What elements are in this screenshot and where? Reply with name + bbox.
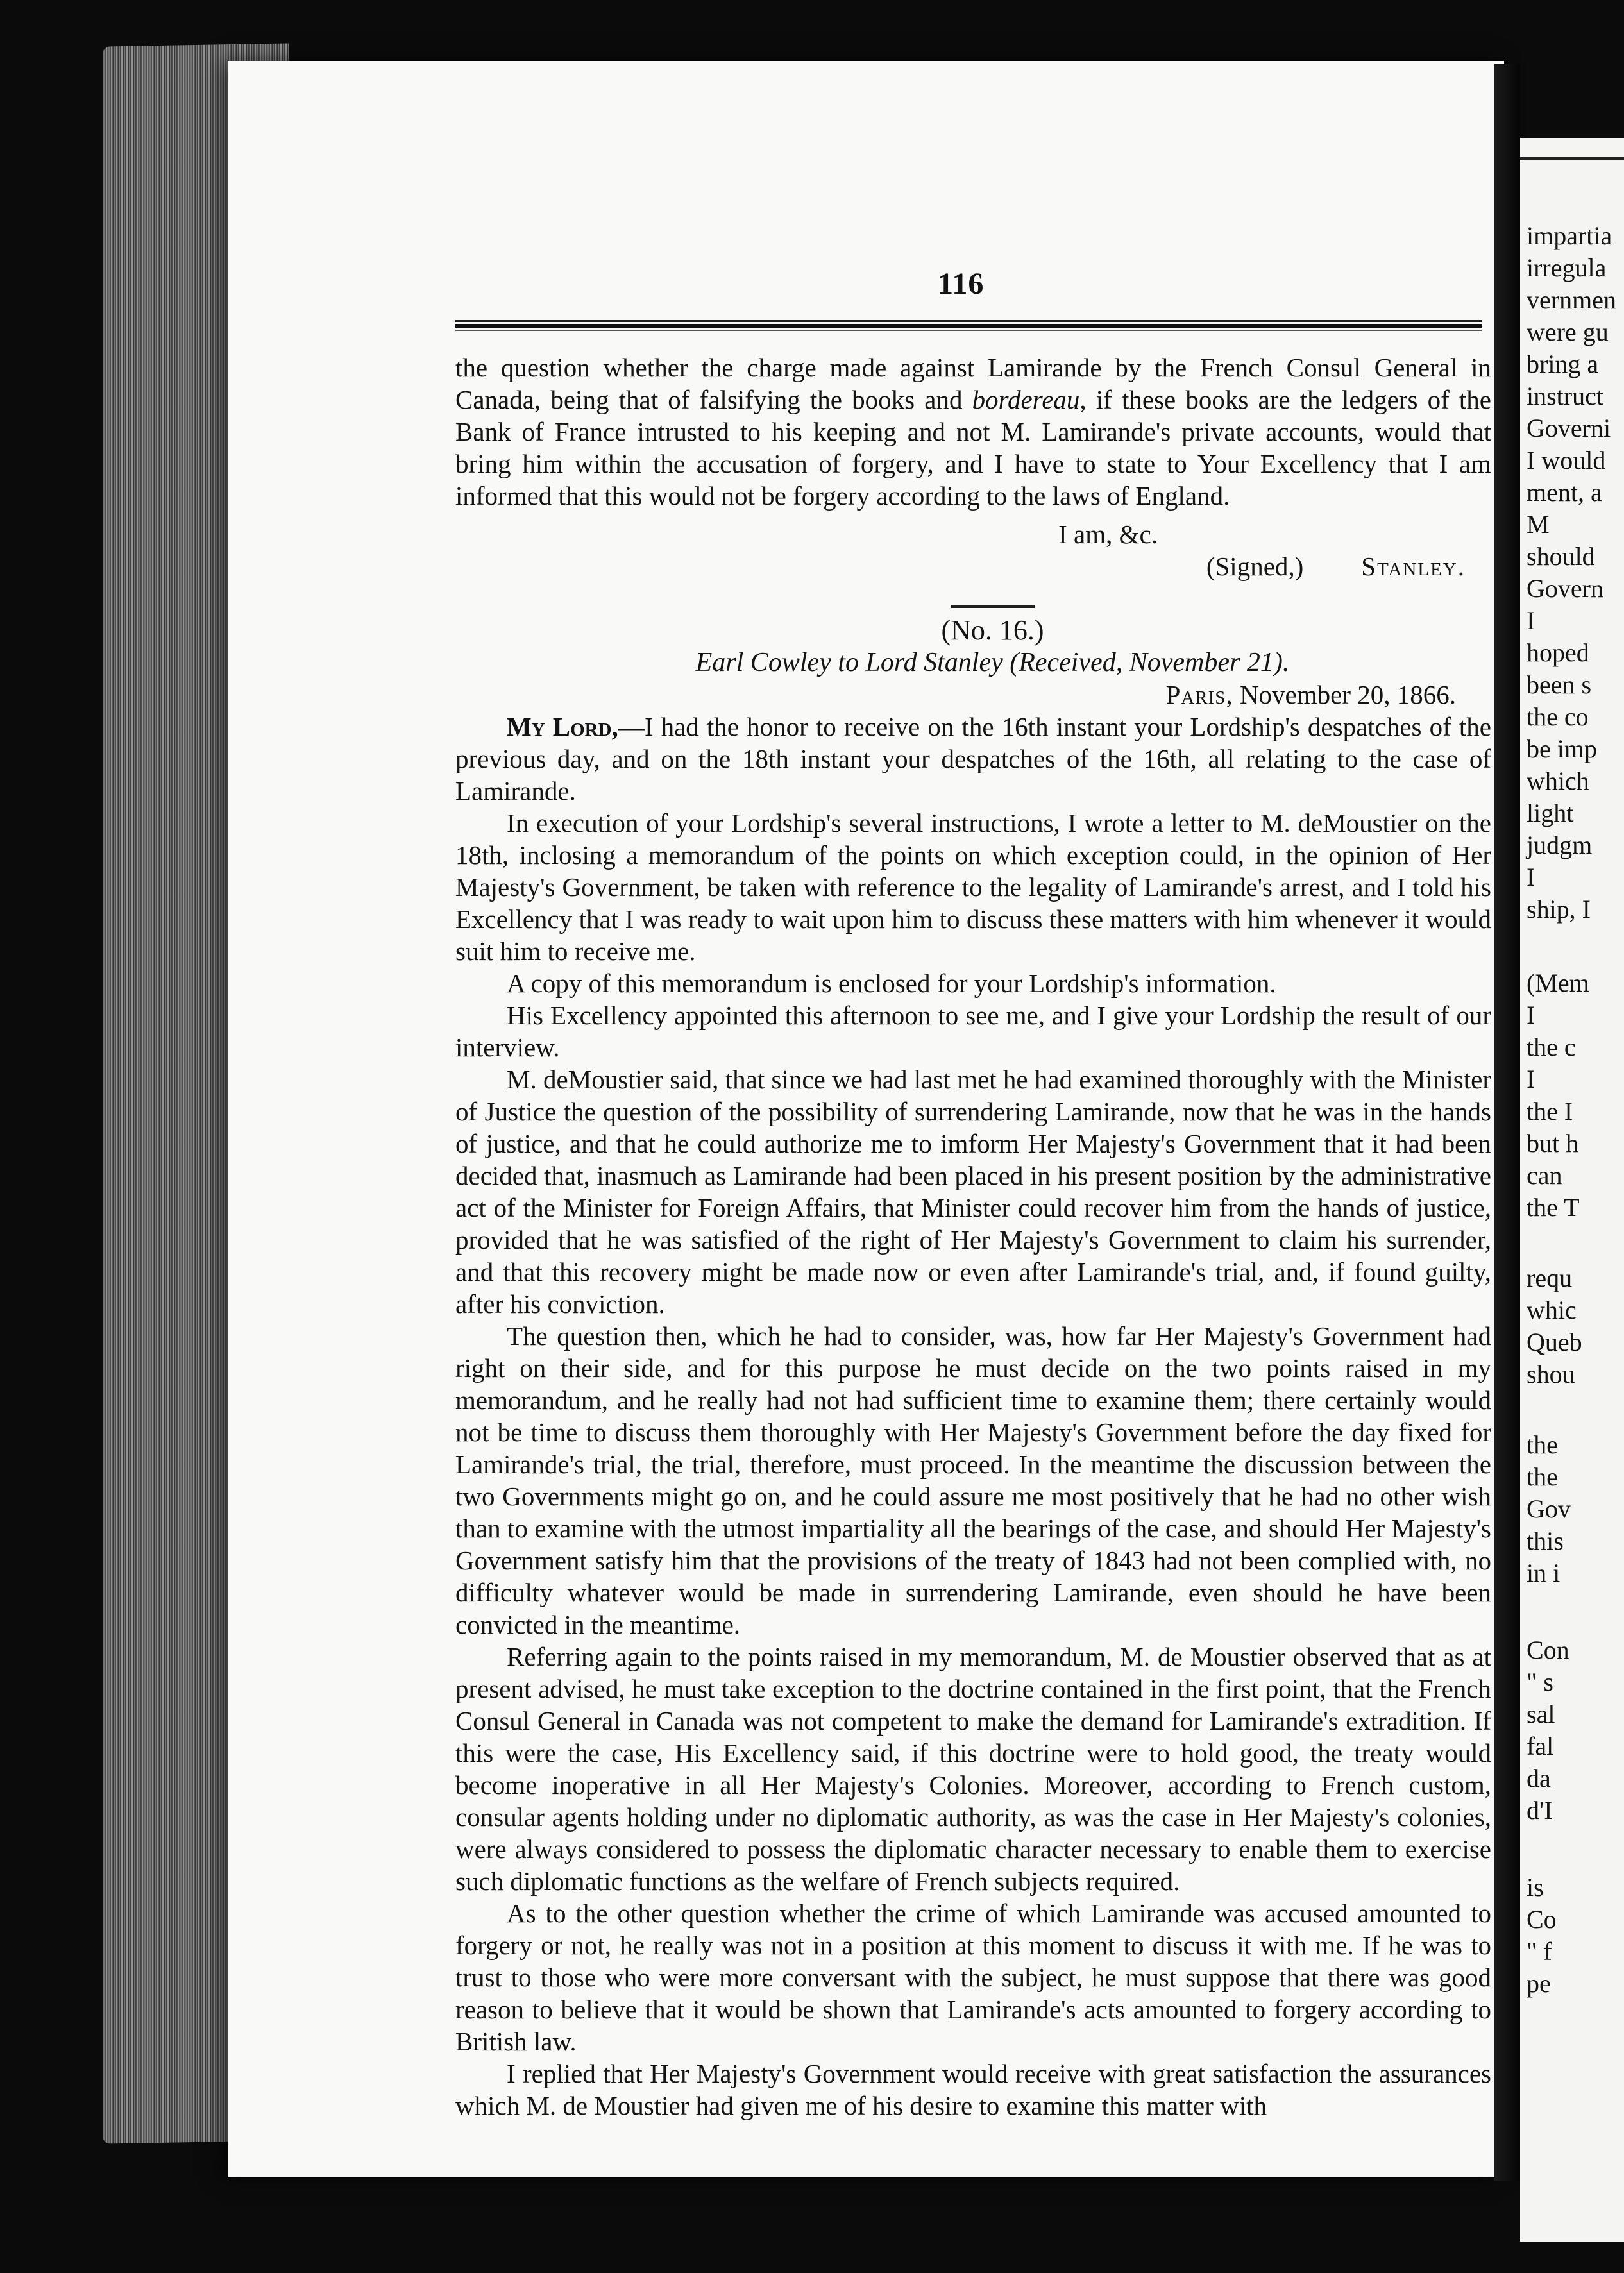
facing-line-fragment: M <box>1527 510 1550 539</box>
facing-line-fragment: da <box>1527 1764 1551 1793</box>
dateline <box>455 679 1491 711</box>
paragraph-5: M. deMoustier said, that since we had last met he had examined thoroughly with the Minister of Justice the question of the possibility of surrendering Lamirande, now that he was in the hands of justice, and that he could authorize me to imform Her Majesty's Government that it had been decided that, inasmuch as Lamirande had been placed in his present position by the administrative act of the Minister for Foreign Affairs, that Minister could recover him from the hands of justice, provided that he was satisfied of the right of Her Majesty's Government to claim his surrender, and that this recovery might be made now or even after Lamirande's trial, and, if found guilty, after his conviction. <box>455 1065 1491 1319</box>
facing-line-fragment: judgm <box>1527 831 1593 859</box>
facing-line-fragment: irregula <box>1527 253 1607 282</box>
paragraph-text: —I had the honor to receive on the 16th instant your Lordship's despatches of the previous day, and on the 18th instant your despatches of the 16th, all relating to the case of Lamirande. <box>455 712 1491 806</box>
facing-line-fragment: pe <box>1527 1969 1551 1998</box>
facing-line-fragment: can <box>1527 1161 1562 1190</box>
facing-line-fragment: should <box>1527 542 1595 571</box>
facing-line-fragment: Govern <box>1527 574 1603 603</box>
dateline-date: November 20, 1866. <box>1239 680 1456 709</box>
paragraph-4: His Excellency appointed this afternoon to see me, and I give your Lordship the result of our interview. <box>455 1001 1491 1062</box>
facing-line-fragment: fal <box>1527 1732 1554 1761</box>
facing-line-fragment: ship, I <box>1527 895 1591 924</box>
continued-paragraph <box>455 351 1491 512</box>
paragraph-2: In execution of your Lordship's several instructions, I wrote a letter to M. deMoustier on the 18th, inclosing a memorandum of the points on which exception could, in the opinion of Her Majesty's Government, be taken with reference to the legality of Lamirande's arrest, and I told his Excellency that I was ready to wait upon him to discuss these matters with him whenever it would suit him to receive me. <box>455 808 1491 966</box>
facing-line-fragment: were gu <box>1527 317 1609 346</box>
facing-line-fragment: been s <box>1527 670 1592 699</box>
facing-line-fragment: shou <box>1527 1360 1575 1389</box>
facing-line-fragment: the <box>1527 1430 1558 1459</box>
facing-line-fragment: bring a <box>1527 350 1599 378</box>
facing-header-rule <box>1520 157 1624 160</box>
facing-line-fragment: impartia <box>1527 221 1612 250</box>
facing-line-fragment: vernmen <box>1527 285 1616 314</box>
facing-line-fragment: d'I <box>1527 1796 1553 1825</box>
closing-phrase: I am, &c. <box>1058 520 1158 549</box>
facing-line-fragment: whic <box>1527 1296 1577 1324</box>
facing-line-fragment: I <box>1527 606 1535 635</box>
paragraph-1 <box>455 711 1491 807</box>
facing-line-fragment: is <box>1527 1873 1544 1902</box>
facing-line-fragment: Co <box>1527 1905 1557 1934</box>
facing-line-fragment: be imp <box>1527 734 1597 763</box>
signed-label: (Signed,) <box>1206 552 1304 581</box>
facing-line-fragment: in i <box>1527 1559 1561 1587</box>
paragraph-7: Referring again to the points raised in my memorandum, M. de Moustier observed that as at present advised, he must take exception to the doctrine contained in the first point, that the French Consul General in Canada was not competent to make the demand for Lamirande's extradition. If this were the case, His Excellency said, if this doctrine were to hold good, the treaty would become inoperative in all Her Majesty's Colonies. Moreover, according to French custom, consular agents holding under no diplomatic authority, as was the case in Her Majesty's colonies, were always considered to possess the diplomatic character necessary to enable them to exercise such diplomatic functions as the welfare of French subjects required. <box>455 1642 1491 1896</box>
page-body <box>455 351 1491 2122</box>
signature: Stanley. <box>1361 552 1466 581</box>
facing-line-fragment: requ <box>1527 1263 1573 1292</box>
header-rule <box>455 319 1482 333</box>
facing-line-fragment: which <box>1527 766 1589 795</box>
section-divider <box>951 605 1035 608</box>
letter-closing <box>455 518 1491 582</box>
page-number: 116 <box>938 267 985 301</box>
facing-line-fragment: Governi <box>1527 414 1611 443</box>
paragraph-6: The question then, which he had to consider, was, how far Her Majesty's Government had right on their side, and for this purpose he must decide on the two points raised in my memorandum, and he really had not had sufficient time to examine them; there certainly would not be time to discuss them thoroughly with Her Majesty's Government before the day fixed for Lamirande's trial, the trial, therefore, must proceed. In the meantime the discussion between the two Governments might go on, and he could assure me most positively that he had no other wish than to examine with the utmost impartiality all the bearings of the case, and should Her Majesty's Government satisfy him that the provisions of the treaty of 1843 had not been complied with, no difficulty whatever would be made in surrendering Lamirande, even should he have been convicted in the meantime. <box>455 1321 1491 1639</box>
facing-line-fragment: I would <box>1527 446 1606 475</box>
facing-line-fragment: Gov <box>1527 1494 1571 1523</box>
facing-line-fragment: I <box>1527 1065 1535 1094</box>
letter-title: Earl Cowley to Lord Stanley (Received, November 21). <box>695 648 1290 677</box>
facing-line-fragment: I <box>1527 1001 1535 1029</box>
letter-number: (No. 16.) <box>941 614 1044 646</box>
continued-text: , if these books are the ledgers of the Bank of France intrusted to his keeping and not M. Lamirande's private accounts, would that bring him within the accusation of forgery, and I have to state to Your Excellency that I am informed that this would not be forgery according to the laws of England. <box>455 385 1491 511</box>
facing-line-fragment: the c <box>1527 1033 1576 1061</box>
facing-line-fragment: but h <box>1527 1129 1579 1158</box>
facing-line-fragment: I <box>1527 863 1535 891</box>
facing-line-fragment: the I <box>1527 1097 1573 1126</box>
italic-term: bordereau <box>972 385 1080 414</box>
facing-line-fragment: sal <box>1527 1700 1555 1728</box>
facing-line-fragment: the co <box>1527 702 1589 731</box>
facing-line-fragment: this <box>1527 1526 1564 1555</box>
paragraph-3: A copy of this memorandum is enclosed for your Lordship's information. <box>507 968 1276 998</box>
facing-page <box>1520 138 1624 2242</box>
book-gutter <box>1494 64 1520 2181</box>
facing-line-fragment: ment, a <box>1527 478 1602 507</box>
facing-line-fragment: instruct <box>1527 382 1603 410</box>
facing-line-fragment: (Mem <box>1527 968 1589 997</box>
salutation: My Lord, <box>507 712 618 741</box>
facing-line-fragment: hoped <box>1527 638 1589 667</box>
continued-text: the question whether the charge made against Lamirande by the French Consul General in Canada, being that of falsifying the books and <box>455 353 1491 414</box>
facing-line-fragment: the <box>1527 1462 1558 1491</box>
paragraph-9: I replied that Her Majesty's Government would receive with great satisfaction the assurances which M. de Moustier had given me of his desire to examine this matter with <box>455 2059 1491 2120</box>
facing-line-fragment: " s <box>1527 1668 1553 1696</box>
facing-line-fragment: light <box>1527 799 1574 827</box>
facing-line-fragment: Queb <box>1527 1328 1582 1356</box>
facing-line-fragment: " f <box>1527 1937 1552 1966</box>
facing-line-fragment: the T <box>1527 1193 1580 1222</box>
paragraph-8: As to the other question whether the crime of which Lamirande was accused amounted to forgery or not, he really was not in a position at this moment to discuss it with me. If he was to trust to those who were more conversant with the subject, he must suppose that there was good reason to believe that it would be shown that Lamirande's acts amounted to forgery according to British law. <box>455 1898 1491 2056</box>
dateline-place: Paris, <box>1165 680 1233 709</box>
facing-line-fragment: Con <box>1527 1635 1569 1664</box>
